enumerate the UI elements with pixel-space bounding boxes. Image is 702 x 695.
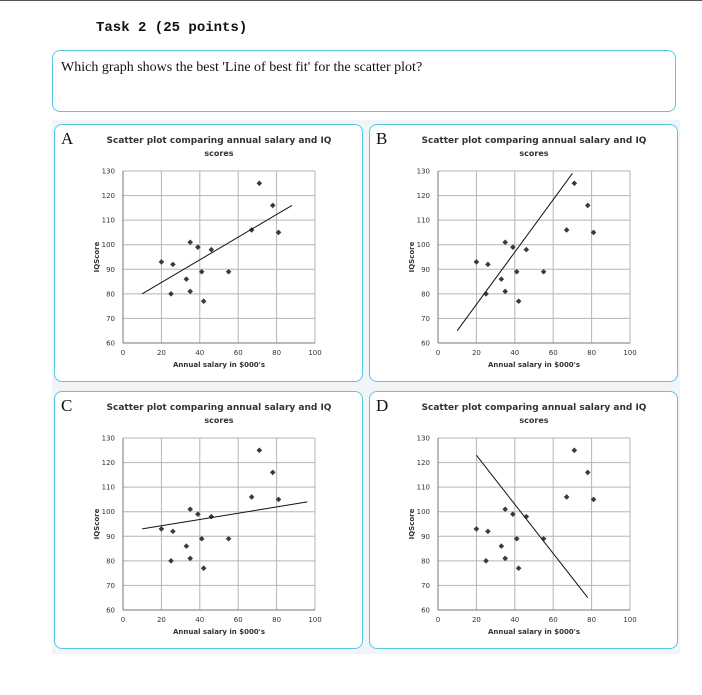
y-tick-label: 60 <box>421 339 430 348</box>
data-point <box>585 470 591 476</box>
scatter-chart <box>55 392 363 649</box>
data-point <box>159 259 165 265</box>
x-tick-label: 40 <box>510 616 520 624</box>
y-tick-label: 100 <box>101 508 115 517</box>
x-axis-label: Annual salary in $000's <box>487 628 581 636</box>
data-point <box>564 494 570 500</box>
y-tick-label: 90 <box>421 265 430 274</box>
data-point <box>585 203 591 209</box>
x-tick-label: 60 <box>548 349 558 357</box>
data-point <box>485 529 491 535</box>
top-divider <box>0 0 702 1</box>
x-tick-label: 20 <box>156 616 166 624</box>
answer-option-d[interactable] <box>369 391 678 649</box>
option-letter: D <box>376 396 389 415</box>
chart-title-line: scores <box>204 149 234 158</box>
fit-line <box>142 502 307 529</box>
data-point <box>524 247 530 253</box>
x-tick-label: 20 <box>471 349 481 357</box>
answer-option-b[interactable] <box>369 124 678 382</box>
chart-title-line: scores <box>204 416 234 425</box>
data-point <box>516 298 522 304</box>
x-tick-label: 80 <box>587 616 597 624</box>
x-tick-label: 100 <box>308 616 322 624</box>
chart-title-line: Scatter plot comparing annual salary and IQ <box>421 136 647 146</box>
chart-title-line: scores <box>519 149 549 158</box>
data-point <box>257 180 263 186</box>
y-tick-label: 60 <box>106 606 115 615</box>
y-tick-label: 90 <box>106 532 115 541</box>
y-tick-label: 100 <box>416 241 430 250</box>
y-tick-label: 60 <box>421 606 430 615</box>
data-point <box>209 514 215 520</box>
data-point <box>168 558 174 564</box>
y-tick-label: 90 <box>106 265 115 274</box>
y-tick-label: 110 <box>416 483 430 492</box>
option-letter: C <box>61 396 73 415</box>
chart-title-line: Scatter plot comparing annual salary and IQ <box>106 403 332 413</box>
data-point <box>170 262 176 268</box>
y-tick-label: 80 <box>421 557 430 566</box>
x-tick-label: 0 <box>435 349 441 357</box>
data-point <box>572 180 578 186</box>
data-point <box>270 470 276 476</box>
x-tick-label: 100 <box>623 349 637 357</box>
fit-line <box>142 205 292 293</box>
y-axis-label: IQScore <box>93 241 101 273</box>
y-tick-label: 100 <box>416 508 430 517</box>
x-axis-label: Annual salary in $000's <box>172 361 266 369</box>
data-point <box>170 529 176 535</box>
data-point <box>483 558 489 564</box>
data-point <box>201 298 207 304</box>
chart-title-line: Scatter plot comparing annual salary and IQ <box>106 136 332 146</box>
option-letter: A <box>61 129 74 148</box>
x-tick-label: 40 <box>510 349 520 357</box>
data-point <box>499 276 505 282</box>
data-point <box>184 276 190 282</box>
task-title: Task 2 (25 points) <box>96 20 248 36</box>
question-box <box>52 50 676 112</box>
y-tick-label: 130 <box>101 167 115 176</box>
x-tick-label: 0 <box>435 616 441 624</box>
x-tick-label: 40 <box>195 349 205 357</box>
scatter-chart <box>55 125 363 382</box>
x-tick-label: 80 <box>587 349 597 357</box>
y-tick-label: 100 <box>101 241 115 250</box>
data-point <box>249 494 255 500</box>
scatter-chart <box>370 392 678 649</box>
x-tick-label: 20 <box>471 616 481 624</box>
data-point <box>474 526 480 532</box>
data-point <box>257 447 263 453</box>
data-point <box>168 291 174 297</box>
x-axis-label: Annual salary in $000's <box>172 628 266 636</box>
option-letter: B <box>376 129 388 148</box>
answer-option-c[interactable] <box>54 391 363 649</box>
data-point <box>159 526 165 532</box>
y-tick-label: 70 <box>106 314 115 323</box>
y-tick-label: 110 <box>101 483 115 492</box>
y-axis-label: IQScore <box>408 241 416 273</box>
data-point <box>474 259 480 265</box>
y-tick-label: 90 <box>421 532 430 541</box>
answer-option-a[interactable] <box>54 124 363 382</box>
x-tick-label: 60 <box>233 349 243 357</box>
data-point <box>184 543 190 549</box>
x-tick-label: 40 <box>195 616 205 624</box>
y-tick-label: 70 <box>106 581 115 590</box>
y-tick-label: 130 <box>101 434 115 443</box>
y-tick-label: 80 <box>421 290 430 299</box>
chart-title-line: scores <box>519 416 549 425</box>
y-tick-label: 130 <box>416 167 430 176</box>
y-tick-label: 80 <box>106 557 115 566</box>
x-tick-label: 100 <box>623 616 637 624</box>
y-tick-label: 120 <box>416 192 430 201</box>
y-axis-label: IQScore <box>93 508 101 540</box>
y-axis-label: IQScore <box>408 508 416 540</box>
x-tick-label: 60 <box>233 616 243 624</box>
y-tick-label: 110 <box>101 216 115 225</box>
x-tick-label: 20 <box>156 349 166 357</box>
y-tick-label: 120 <box>101 192 115 201</box>
x-tick-label: 0 <box>120 616 126 624</box>
question-text: Which graph shows the best 'Line of best fit' for the scatter plot? <box>61 60 423 75</box>
x-tick-label: 80 <box>272 616 282 624</box>
x-tick-label: 100 <box>308 349 322 357</box>
data-point <box>572 447 578 453</box>
y-tick-label: 120 <box>416 459 430 468</box>
chart-title-line: Scatter plot comparing annual salary and IQ <box>421 403 647 413</box>
data-point <box>485 262 491 268</box>
x-tick-label: 80 <box>272 349 282 357</box>
y-tick-label: 60 <box>106 339 115 348</box>
y-tick-label: 80 <box>106 290 115 299</box>
data-point <box>516 565 522 571</box>
y-tick-label: 130 <box>416 434 430 443</box>
x-tick-label: 60 <box>548 616 558 624</box>
y-tick-label: 110 <box>416 216 430 225</box>
data-point <box>564 227 570 233</box>
data-point <box>499 543 505 549</box>
x-tick-label: 0 <box>120 349 126 357</box>
y-tick-label: 70 <box>421 314 430 323</box>
data-point <box>270 203 276 209</box>
y-tick-label: 120 <box>101 459 115 468</box>
scatter-chart <box>370 125 678 382</box>
fit-line <box>476 455 587 598</box>
x-axis-label: Annual salary in $000's <box>487 361 581 369</box>
y-tick-label: 70 <box>421 581 430 590</box>
data-point <box>201 565 207 571</box>
